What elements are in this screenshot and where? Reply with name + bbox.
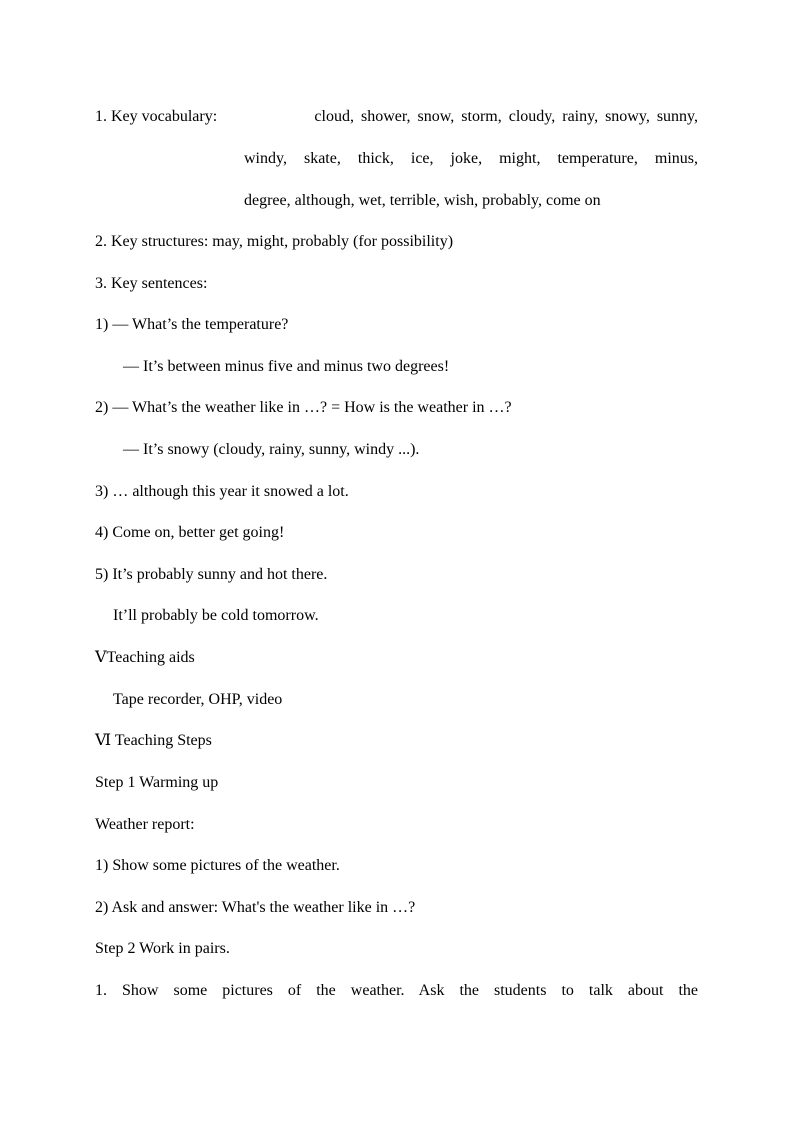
vocabulary-label: 1. Key vocabulary: xyxy=(95,108,218,125)
vocabulary-words-1: cloud, shower, snow, storm, cloudy, rainy, snowy, sunny, xyxy=(314,108,698,125)
vocabulary-line-1 xyxy=(95,107,698,127)
teaching-aids-items: Tape recorder, OHP, video xyxy=(113,691,283,708)
vocabulary-line-3: degree, although, wet, terrible, wish, probably, come on xyxy=(244,192,601,209)
key-sentences-heading: 3. Key sentences: xyxy=(95,275,208,292)
key-structures: 2. Key structures: may, might, probably (for possibility) xyxy=(95,233,454,250)
sentence-4: 4) Come on, better get going! xyxy=(95,524,285,541)
sentence-2-answer: — It’s snowy (cloudy, rainy, sunny, windy ...). xyxy=(123,441,420,458)
weather-report-item-2: 2) Ask and answer: What's the weather like in …? xyxy=(95,899,416,916)
step-2-heading: Step 2 Work in pairs. xyxy=(95,940,230,957)
vocabulary-line-2: windy, skate, thick, ice, joke, might, temperature, minus, xyxy=(244,150,698,167)
sentence-3: 3) … although this year it snowed a lot. xyxy=(95,483,349,500)
weather-report-label: Weather report: xyxy=(95,816,195,833)
sentence-1-question: 1) — What’s the temperature? xyxy=(95,316,289,333)
sentence-5: 5) It’s probably sunny and hot there. xyxy=(95,566,328,583)
weather-report-item-1: 1) Show some pictures of the weather. xyxy=(95,857,340,874)
step-2-item-1: 1. Show some pictures of the weather. Ask the students to talk about the xyxy=(95,982,698,999)
sentence-1-answer: — It’s between minus five and minus two degrees! xyxy=(123,358,450,375)
teaching-aids-heading: ⅤTeaching aids xyxy=(95,649,195,666)
step-1-heading: Step 1 Warming up xyxy=(95,774,219,791)
sentence-5-continued: It’ll probably be cold tomorrow. xyxy=(113,607,319,624)
sentence-2-question: 2) — What’s the weather like in …? = How is the weather in …? xyxy=(95,399,512,416)
teaching-steps-heading: Ⅵ Teaching Steps xyxy=(95,732,212,749)
